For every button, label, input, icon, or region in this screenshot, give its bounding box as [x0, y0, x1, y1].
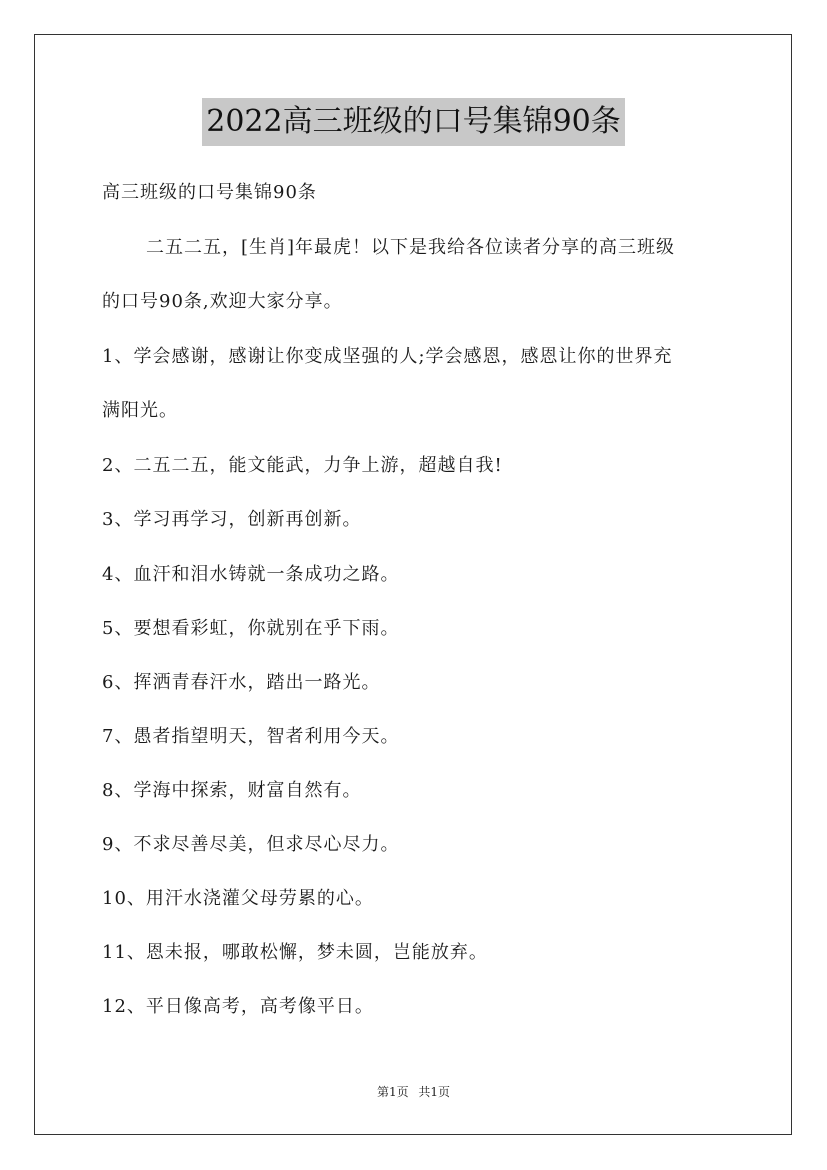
title-container: [0, 98, 827, 146]
list-item: 满阳光。: [102, 400, 178, 421]
intro-line-2: 的口号90条,欢迎大家分享。: [102, 291, 343, 312]
list-item: 7、愚者指望明天，智者利用今天。: [102, 726, 400, 747]
page-footer: [0, 1084, 827, 1100]
list-item: 10、用汗水浇灌父母劳累的心。: [102, 888, 374, 909]
list-item: 8、学海中探索，财富自然有。: [102, 780, 362, 801]
list-item: 5、要想看彩虹，你就别在乎下雨。: [102, 618, 400, 639]
page-total: 共1页: [418, 1085, 451, 1099]
document-subtitle: 高三班级的口号集锦90条: [102, 182, 317, 203]
list-item: 1、学会感谢，感谢让你变成坚强的人;学会感恩，感恩让你的世界充: [102, 346, 673, 367]
list-item: 9、不求尽善尽美，但求尽心尽力。: [102, 834, 400, 855]
list-item: 2、二五二五，能文能武，力争上游，超越自我!: [102, 455, 503, 476]
list-item: 4、血汗和泪水铸就一条成功之路。: [102, 564, 400, 585]
document-title: 2022高三班级的口号集锦90条: [202, 98, 625, 146]
list-item: 3、学习再学习，创新再创新。: [102, 509, 362, 530]
intro-line-1: 二五二五，[生肖]年最虎！以下是我给各位读者分享的高三班级: [146, 237, 676, 258]
list-item: 6、挥洒青春汗水，踏出一路光。: [102, 672, 381, 693]
list-item: 12、平日像高考，高考像平日。: [102, 996, 374, 1017]
list-item: 11、恩未报，哪敢松懈，梦未圆，岂能放弃。: [102, 942, 488, 963]
page-number: 第1页: [376, 1085, 409, 1099]
